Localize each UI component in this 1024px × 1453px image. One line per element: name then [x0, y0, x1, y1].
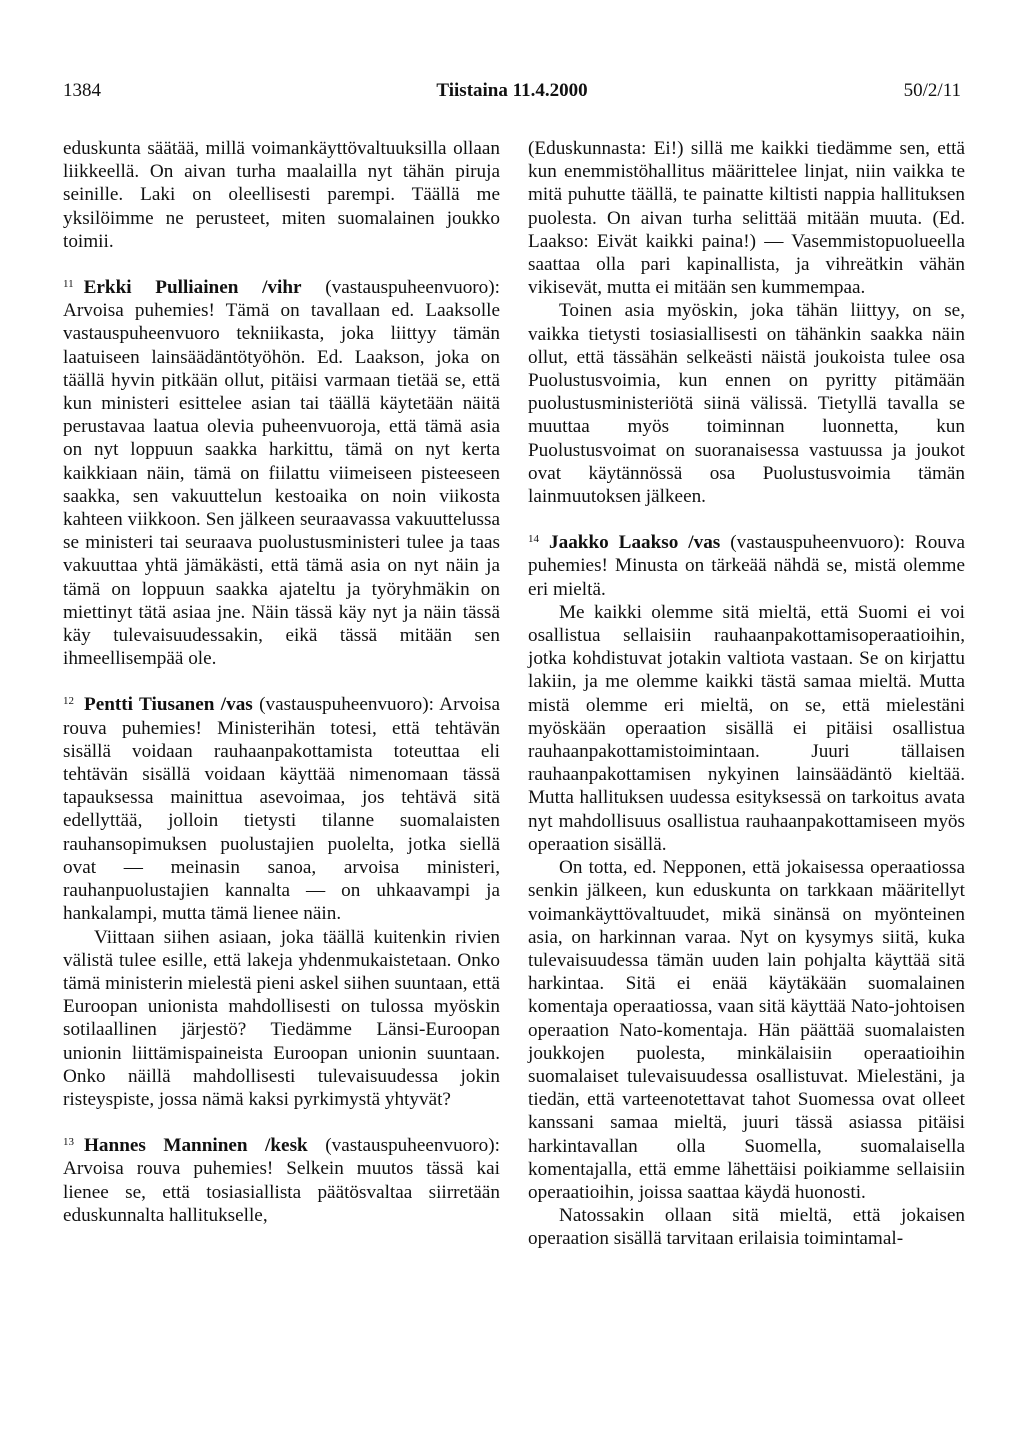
speech-number: 11: [63, 278, 74, 291]
right-column: [528, 137, 965, 1251]
speech-text: (vastauspuheenvuoro): Rouva puhemies! Minusta on tärkeää nähdä se, mistä olemme eri mieltä.: [528, 532, 965, 600]
speech-text: (vastauspuheenvuoro): Arvoisa rouva puhemies! Ministerihän totesi, että tehtävän sisällä voidaan rauhaanpakottamista toteuttaa eli tehtävän sisällä voidaan käyttää nimenomaan tässä tapauksessa mainittua asevoimaa, jos tehtävä sitä edellyttää, jolloin tietysti tilanne suomalaisten rauhansopimuksen puolustajien puolelta, jotka siellä ovat — meinasin sanoa, arvoisa ministeri, rauhanpuolustajien kannalta — on uhkaavampi ja hankalampi, mutta tämä lienee näin.: [63, 694, 500, 925]
paragraph: Me kaikki olemme sitä mieltä, että Suomi ei voi osallistua sellaisiin rauhaanpakottamisoperaatioihin, jotka kohdistuvat jotakin valtiota vastaan. Se on kirjattu lakiin, ja me olemme kaikki tästä samaa mieltä. Mutta mistä olemme eri mieltä, on se, että mielestäni myöskään operaation sisällä ei pitäisi osallistua rauhaanpakottamistoimintaan. Juuri tällaisen rauhaanpakottamisen nykyinen lainsäädäntö kieltää. Mutta hallituksen uudessa esityksessä on tarkoitus avata nyt mahdollisuus osallistua rauhaanpakottamiseen myös operaation sisällä.: [528, 601, 965, 855]
speech-14: [528, 528, 965, 601]
paragraph: Viittaan siihen asiaan, joka täällä kuitenkin rivien välistä tulee esille, että lakeja yhdenmukaistetaan. Onko tämä ministerin mielestä pieni askel siihen suuntaan, että Euroopan unionista mahdollisesti on tulossa myöskin sotilaallinen järjestö? Tiedämme Länsi-Euroopan unionin liittämispaineista Euroopan unionin suuntaan. Onko näillä mahdollisesti tulevaisuudessa jokin risteyspiste, jossa nämä kaksi pyrkimystä yhtyvät?: [63, 926, 500, 1110]
speech-number: 12: [63, 695, 74, 708]
speaker-name: Hannes Manninen /kesk: [84, 1135, 308, 1157]
speech-11: [63, 273, 500, 670]
speaker-name: Jaakko Laakso /vas: [549, 532, 721, 554]
paragraph: On totta, ed. Nepponen, että jokaisessa operaatiossa senkin jälkeen, kun eduskunta on tarkkaan määritellyt voimankäyttövaltuudet, mikä sinänsä on myönteinen asia, on harkinnan varaa. Nyt on kysymys siitä, kuka tulevaisuudessa tämän uuden lain pohjalta käyttää sitä harkintaa. Sitä ei enää käytäkään suomalainen komentaja operaatiossa, vaan sitä käyttää Nato-johtoisen operaation Nato-komentaja. Hän päättää suomalaisten joukkojen puolesta, minkälaisiin operaatioihin suomalaiset tulevaisuudessa osallistuvat. Mielestäni, ja tiedän, että varteenotettavat tahot Suomessa ovat olleet kanssani samaa mieltä, juuri tässä asiassa pitäisi harkintavallan olla Suomella, suomalaisella komentajalla, että emme lähettäisi poikiamme sellaisiin operaatioihin, joissa saattaa käydä huonosti.: [528, 857, 965, 1203]
document-reference: 50/2/11: [903, 80, 961, 101]
paragraph: eduskunta säätää, millä voimankäyttövaltuuksilla ollaan liikkeellä. On aivan turha maalailla nyt tähän piruja seinille. Laki on oleellisesti parempi. Täällä me yksilöimme ne perusteet, miten suomalainen joukko toimii.: [63, 138, 500, 252]
speech-13: [63, 1131, 500, 1227]
speech-number: 14: [528, 533, 539, 546]
speech-number: 13: [63, 1136, 74, 1149]
paragraph: (Eduskunnasta: Ei!) sillä me kaikki tiedämme sen, että kun enemmistöhallitus määrittelee linjat, niin vaikka te mitä puhutte täällä, te painatte kiltisti nappia hallituksen puolesta. On aivan turha selittää mitään muuta. (Ed. Laakso: Eivät kaikki paina!) — Vasemmistopuolueella saattaa olla pari kapinallista, ja vihreätkin vähän vikisevät, mutta ei mitään sen kummempaa.: [528, 138, 965, 299]
speech-text: (vastauspuheenvuoro): Arvoisa puhemies! Tämä on tavallaan ed. Laaksolle vastauspuheenvuoro tekniikasta, joka liittyy tämän laatuiseen lainsäädäntötyöhön. Ed. Laakson, joka on täällä hyvin pitkään ollut, pitäisi varmaan tietää se, että kun ministeri esittelee asian tai täällä käytetään näitä perustavaa laatua olevia puheenvuoroja, että tämä asia on nyt loppuun saakka harkittu, tämä on nyt kerta kaikkiaan näin, tämä on fiilattu viimeiseen pisteeseen saakka, sen vakuuttelun kestoaika on noin viikosta kahteen viikkoon. Sen jälkeen seuraavassa vakuuttelussa se ministeri tai seuraava puolustusministeri tulee ja taas vakuuttaa yhtä jämäkästi, että tämä asia on nyt näin ja tämä on loppuun saakka ajateltu ja työryhmäkin on miettinyt tätä asiaa jne. Näin tässä käy nyt ja näin tässä käy tulevaisuudessakin, eikä tässä mitään sen ihmeellisempää ole.: [63, 277, 500, 670]
left-column: [63, 137, 500, 1227]
speaker-name: Erkki Pulliainen /vihr: [83, 277, 302, 299]
paragraph: Natossakin ollaan sitä mieltä, että jokaisen operaation sisällä tarvitaan erilaisia toimintamal-: [528, 1205, 965, 1250]
paragraph: Toinen asia myöskin, joka tähän liittyy, on se, vaikka tietysti tosiasiallisesti on tähänkin saakka näin ollut, että tässähän selkeästi näistä joukoista tulee osa Puolustusvoimia, kun ennen on pyritty pitämään puolustusministeriötä siinä välissä. Tietyllä tavalla se muuttaa myös toiminnan luonnetta, kun Puolustusvoimat on suoranaisessa vastuussa ja joukot ovat käytännössä osa Puolustusvoimia tämän lainmuutoksen jälkeen.: [528, 300, 965, 508]
session-date: Tiistaina 11.4.2000: [436, 80, 588, 101]
speech-text: (vastauspuheenvuoro): Arvoisa rouva puhemies! Selkein muutos tässä kai lienee se, että tosiasiallista päätösvaltaa siirretään eduskunnalta hallitukselle,: [63, 1135, 500, 1226]
speaker-name: Pentti Tiusanen /vas: [84, 694, 253, 716]
page-header: [63, 80, 961, 106]
page-number: 1384: [63, 80, 101, 101]
speech-12: [63, 690, 500, 925]
